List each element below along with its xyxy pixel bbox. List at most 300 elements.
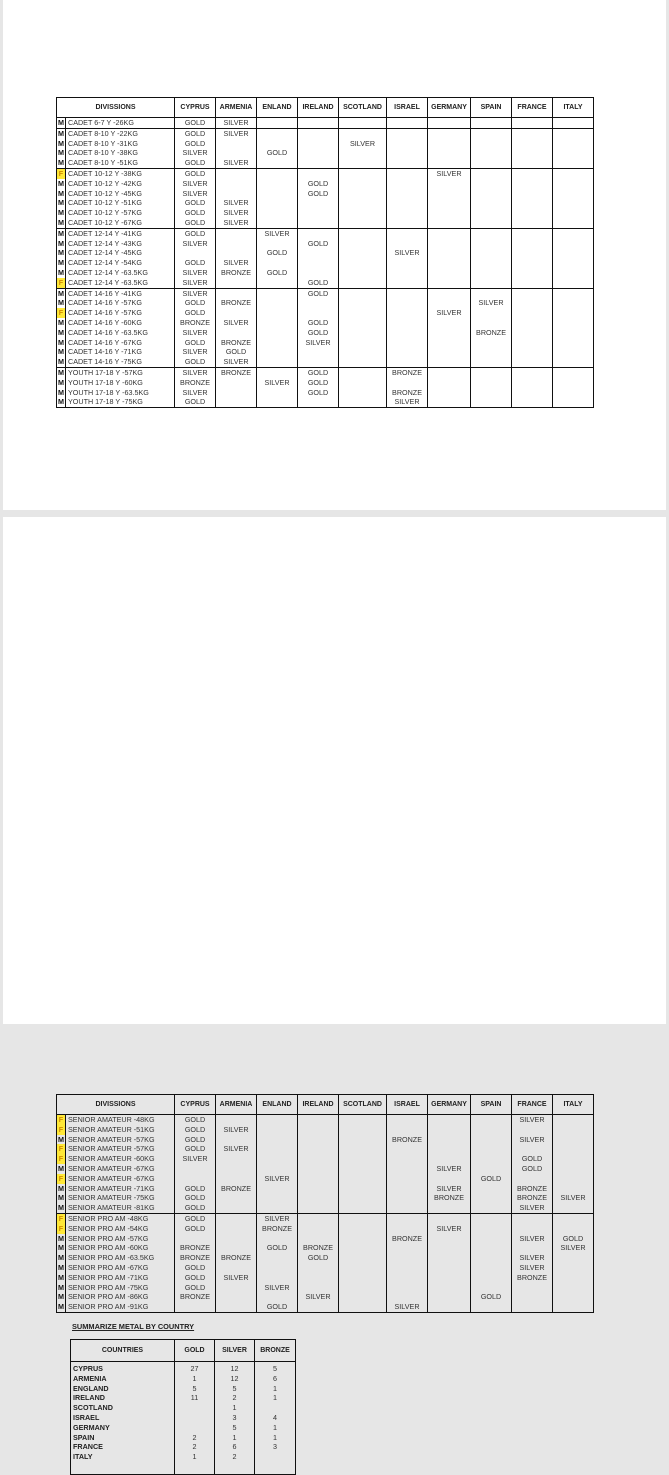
medal-cell [257,1263,298,1273]
table-row [57,1283,594,1293]
medal-cell [387,1292,428,1302]
table-row [57,168,594,178]
medal-cell [387,148,428,158]
division-name: CADET 6-7 Y -26KG [66,118,175,129]
medal-cell [512,318,553,328]
gender-marker: F [57,1115,66,1125]
medal-cell [553,1224,594,1234]
summary-count: 2 [215,1393,255,1403]
medal-cell [216,388,257,398]
medal-cell: GOLD [298,278,339,288]
gender-marker: M [58,1233,64,1243]
division-name: SENIOR AMATEUR -71KG [66,1184,175,1194]
summary-country: CYPRUS [71,1362,175,1374]
medal-cell [298,139,339,149]
medal-cell [339,1273,387,1283]
medal-cell: GOLD [175,1273,216,1283]
header-country: FRANCE [512,1095,553,1115]
medal-cell [553,318,594,328]
medal-cell [553,139,594,149]
header-country: ARMENIA [216,1095,257,1115]
medal-cell [553,347,594,357]
gender-marker: M [58,357,64,367]
summary-count: 3 [255,1442,296,1452]
medal-cell [339,179,387,189]
medal-cell [216,1263,257,1273]
medal-cell [387,168,428,178]
medal-cell [387,218,428,228]
medal-cell: BRONZE [512,1273,553,1283]
medal-cell: BRONZE [512,1193,553,1203]
medal-cell [216,248,257,258]
medal-cell [428,388,471,398]
division-name: CADET 10-12 Y -51KG [66,198,175,208]
medal-cell [387,118,428,129]
medal-cell [298,1203,339,1213]
medal-cell [512,239,553,249]
medal-cell [553,1174,594,1184]
gender-marker: M [58,1163,64,1173]
summary-row [71,1413,296,1423]
gender-marker: M [58,1183,64,1193]
medal-cell [175,248,216,258]
medal-cell [298,1154,339,1164]
medal-cell: SILVER [175,189,216,199]
medal-cell [257,1115,298,1125]
medal-cell: GOLD [175,1283,216,1293]
medal-cell [553,1184,594,1194]
summary-row [71,1393,296,1403]
medal-cell [298,168,339,178]
medal-cell [257,258,298,268]
medal-cell [257,208,298,218]
medal-cell: SILVER [175,288,216,298]
medal-cell [298,1263,339,1273]
medal-cell: GOLD [175,357,216,367]
medal-cell [553,278,594,288]
medal-cell [428,338,471,348]
medal-cell [387,1243,428,1253]
medal-cell [216,1292,257,1302]
division-name: SENIOR AMATEUR -57KG [66,1144,175,1154]
summary-row [71,1374,296,1384]
table-row [57,1125,594,1135]
medal-cell: GOLD [298,388,339,398]
gender-marker: M [58,298,64,308]
summary-country: ENGLAND [71,1384,175,1394]
medal-cell [257,328,298,338]
medal-cell [553,367,594,377]
medal-cell: GOLD [175,158,216,168]
medal-cell [257,168,298,178]
medal-cell: SILVER [298,1292,339,1302]
medal-cell [553,1135,594,1145]
medal-cell: GOLD [298,189,339,199]
medal-cell: GOLD [175,298,216,308]
medal-cell: GOLD [175,308,216,318]
medal-cell: BRONZE [216,298,257,308]
medal-cell [471,278,512,288]
medal-cell [257,1273,298,1283]
medal-cell: SILVER [216,318,257,328]
medal-cell: BRONZE [175,1243,216,1253]
division-name: YOUTH 17-18 Y -75KG [66,397,175,407]
gender-marker: M [58,397,64,407]
medal-cell: SILVER [216,258,257,268]
medal-cell [471,1213,512,1223]
medal-cell [512,1144,553,1154]
medal-cell [428,278,471,288]
gender-marker: M [58,387,64,397]
medal-cell [216,1193,257,1203]
medal-cell [216,308,257,318]
header-country: CYPRUS [175,1095,216,1115]
medal-cell [216,1302,257,1312]
medal-cell: GOLD [175,1224,216,1234]
table-row [57,388,594,398]
medal-cell [387,1263,428,1273]
medal-cell [339,118,387,129]
summary-country: ARMENIA [71,1374,175,1384]
table-row [57,158,594,168]
medal-cell [298,228,339,238]
medal-cell [216,1115,257,1125]
medal-cell: GOLD [175,1135,216,1145]
medal-cell: GOLD [175,198,216,208]
medal-cell: GOLD [298,288,339,298]
division-name: SENIOR AMATEUR -75KG [66,1193,175,1203]
header-country: GERMANY [428,98,471,118]
medal-cell: SILVER [175,268,216,278]
division-name: SENIOR AMATEUR -67KG [66,1164,175,1174]
table-row [57,278,594,288]
summary-row [71,1384,296,1394]
medal-cell [428,1115,471,1125]
medal-cell [298,1144,339,1154]
division-name: CADET 10-12 Y -67KG [66,218,175,228]
medal-cell: SILVER [512,1263,553,1273]
table-row [57,338,594,348]
summary-count [255,1452,296,1462]
medal-cell: GOLD [512,1154,553,1164]
division-name: CADET 8-10 Y -31KG [66,139,175,149]
medal-cell [387,1253,428,1263]
medal-cell [216,328,257,338]
medal-cell: GOLD [257,1243,298,1253]
medal-cell [216,179,257,189]
medal-cell: GOLD [175,1263,216,1273]
summary-header-row [71,1340,296,1362]
medal-cell [471,128,512,138]
medal-cell [553,288,594,298]
gender-marker: M [58,1262,64,1272]
division-name: SENIOR PRO AM -54KG [66,1224,175,1234]
gender-marker: M [58,1134,64,1144]
summary-empty-cell [175,1462,215,1475]
summary-count: 11 [175,1393,215,1403]
table-row [57,218,594,228]
medal-cell [553,1273,594,1283]
medal-cell [471,158,512,168]
medal-cell [428,1263,471,1273]
division-name: CADET 10-12 Y -42KG [66,179,175,189]
medal-cell [512,179,553,189]
medal-cell [471,1224,512,1234]
medal-cell [298,1184,339,1194]
summary-country: ITALY [71,1452,175,1462]
medal-cell [339,1164,387,1174]
summary-count: 5 [215,1384,255,1394]
medal-cell: SILVER [553,1243,594,1253]
medal-cell [471,258,512,268]
medal-cell: BRONZE [387,1234,428,1244]
medal-cell: GOLD [175,1115,216,1125]
medal-cell [298,258,339,268]
division-name: SENIOR PRO AM -75KG [66,1283,175,1293]
header-country: IRELAND [298,98,339,118]
division-name: CADET 8-10 Y -51KG [66,158,175,168]
division-name: YOUTH 17-18 Y -60KG [66,378,175,388]
medal-cell: SILVER [216,1273,257,1283]
medal-cell [428,198,471,208]
medal-cell [471,198,512,208]
medal-cell [298,347,339,357]
gender-marker: M [58,1243,64,1253]
division-name: SENIOR PRO AM -57KG [66,1234,175,1244]
medal-cell [428,378,471,388]
medal-cell [387,347,428,357]
division-name: CADET 10-12 Y -45KG [66,189,175,199]
medal-cell [298,397,339,407]
division-name: CADET 14-16 Y -60KG [66,318,175,328]
medal-cell [298,128,339,138]
medal-cell [512,1302,553,1312]
medal-cell [553,378,594,388]
medal-cell [387,189,428,199]
gender-marker: M [58,327,64,337]
table-row [57,189,594,199]
medal-cell [553,1144,594,1154]
medal-cell [428,1213,471,1223]
medal-cell [339,378,387,388]
medal-cell [339,198,387,208]
medal-cell [298,248,339,258]
medal-cell: GOLD [257,268,298,278]
division-name: CADET 12-14 Y -41KG [66,228,175,238]
table-row [57,1203,594,1213]
medal-cell [298,218,339,228]
medal-cell: SILVER [216,118,257,129]
medal-cell [298,308,339,318]
medal-cell [216,1243,257,1253]
table-row [57,1234,594,1244]
medal-cell [512,148,553,158]
medal-cell [553,1213,594,1223]
medal-cell [428,179,471,189]
medal-cell [339,1193,387,1203]
gender-marker: M [58,317,64,327]
medal-cell [387,1213,428,1223]
medal-cell [428,158,471,168]
medal-cell [339,1125,387,1135]
medal-cell [428,248,471,258]
medal-cell: GOLD [298,318,339,328]
table-row [57,1302,594,1312]
medal-cell: SILVER [512,1253,553,1263]
senior-medal-table [56,1094,594,1313]
medal-cell [553,1302,594,1312]
medal-cell [339,168,387,178]
gender-marker: M [58,1253,64,1263]
medal-cell [257,139,298,149]
medal-cell: GOLD [175,338,216,348]
medal-cell [512,198,553,208]
summary-empty-cell [255,1462,296,1475]
summary-country: ISRAEL [71,1413,175,1423]
medal-cell: SILVER [257,1283,298,1293]
medal-cell [428,328,471,338]
medal-cell: SILVER [175,347,216,357]
medal-cell [512,378,553,388]
medal-cell [298,1302,339,1312]
gender-marker: M [58,238,64,248]
medal-cell [512,397,553,407]
division-name: CADET 14-16 Y -71KG [66,347,175,357]
gender-marker: M [58,198,64,208]
gender-marker: F [57,1224,66,1234]
medal-cell: SILVER [175,1154,216,1164]
medal-cell [553,158,594,168]
medal-cell [428,1302,471,1312]
medal-cell [339,148,387,158]
header-country: SPAIN [471,98,512,118]
medal-cell [428,118,471,129]
division-name: SENIOR AMATEUR -57KG [66,1135,175,1145]
medal-cell [298,1125,339,1135]
medal-cell [387,1283,428,1293]
medal-cell: BRONZE [387,367,428,377]
medal-cell [257,397,298,407]
table-row [57,1144,594,1154]
medal-cell: BRONZE [428,1193,471,1203]
medal-cell [387,239,428,249]
table-row [57,328,594,338]
medal-cell: SILVER [175,278,216,288]
medal-cell [216,378,257,388]
summary-header-cell: SILVER [215,1340,255,1362]
medal-cell: SILVER [339,139,387,149]
table-row [57,397,594,407]
medal-cell [471,268,512,278]
medal-cell: GOLD [216,347,257,357]
medal-cell: BRONZE [216,338,257,348]
medal-cell [471,208,512,218]
medal-cell [257,1184,298,1194]
medal-cell [553,168,594,178]
medal-cell: GOLD [512,1164,553,1174]
medal-cell [553,338,594,348]
medal-cell [257,1144,298,1154]
summary-row [71,1403,296,1413]
gender-marker: M [58,1272,64,1282]
medal-cell [339,278,387,288]
medal-cell [298,118,339,129]
medal-cell [339,208,387,218]
medal-cell [553,388,594,398]
medal-cell: SILVER [216,357,257,367]
medal-cell [339,367,387,377]
medal-cell [471,1144,512,1154]
table-row [57,347,594,357]
medal-cell: GOLD [471,1292,512,1302]
medal-cell [216,168,257,178]
medal-cell [471,388,512,398]
division-name: SENIOR PRO AM -60KG [66,1243,175,1253]
medal-cell [216,1224,257,1234]
medal-cell: SILVER [175,148,216,158]
summary-row [71,1452,296,1462]
table-row [57,1213,594,1223]
table-row [57,1224,594,1234]
medal-cell [257,118,298,129]
medal-cell [512,189,553,199]
medal-cell [512,298,553,308]
gender-marker: M [58,1292,64,1302]
medal-cell [257,357,298,367]
medal-cell [216,1164,257,1174]
medal-cell [428,258,471,268]
medal-cell [512,1224,553,1234]
gender-marker: F [57,168,66,178]
medal-cell [339,1213,387,1223]
medal-cell [428,189,471,199]
medal-cell: SILVER [428,168,471,178]
medal-cell [387,1164,428,1174]
medal-cell [339,308,387,318]
medal-cell [471,367,512,377]
medal-cell: SILVER [512,1203,553,1213]
medal-cell [387,1184,428,1194]
medal-cell: SILVER [175,388,216,398]
medal-cell [339,228,387,238]
table-row [57,1184,594,1194]
medal-cell [553,1154,594,1164]
division-name: SENIOR PRO AM -67KG [66,1263,175,1273]
header-country: SCOTLAND [339,98,387,118]
division-name: YOUTH 17-18 Y -63.5KG [66,388,175,398]
medal-cell [339,1243,387,1253]
header-country: ISRAEL [387,98,428,118]
medal-cell [471,288,512,298]
medal-cell: SILVER [175,367,216,377]
gender-marker: M [58,377,64,387]
medal-cell: GOLD [175,218,216,228]
medal-cell [298,1115,339,1125]
medal-cell [471,228,512,238]
medal-cell [428,268,471,278]
table-row [57,139,594,149]
summary-count: 6 [255,1374,296,1384]
medal-cell [471,248,512,258]
medal-cell [339,258,387,268]
division-name: CADET 14-16 Y -63.5KG [66,328,175,338]
division-name: SENIOR AMATEUR -81KG [66,1203,175,1213]
medal-cell [471,1203,512,1213]
medal-cell [471,308,512,318]
cadet-youth-medal-table [56,97,594,408]
medal-cell [339,239,387,249]
medal-cell [339,357,387,367]
